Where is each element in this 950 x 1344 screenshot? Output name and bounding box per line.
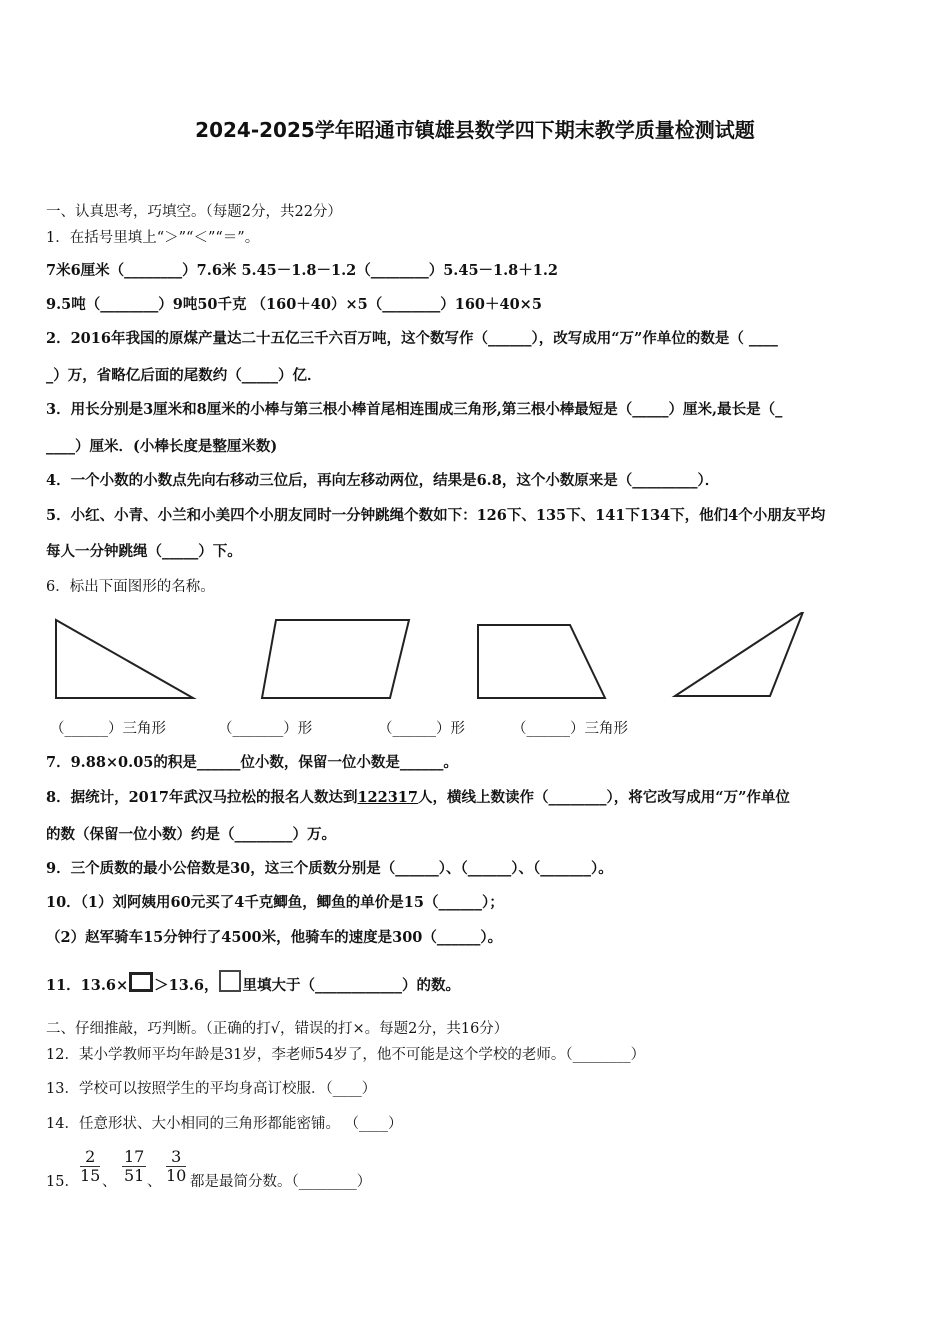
question-4: 4．一个小数的小数点先向右移动三位后，再向左移动两位，结果是6.8，这个小数原来是（_________）． [46, 472, 720, 489]
page-title: 2024-2025学年昭通市镇雄县数学四下期末教学质量检测试题 [195, 118, 755, 142]
q11-text-post: 里填大于（____________）的数。 [242, 977, 460, 994]
q8-text-post: 人，横线上数读作（________），将它改写成用“万”作单位 [418, 789, 790, 806]
question-15-suffix: 都是最简分数。（________） [190, 1174, 372, 1190]
question-8-line-b: 的数（保留一位小数）约是（________）万。 [46, 826, 336, 843]
q8-number: 122317 [357, 789, 418, 806]
fraction-1-denominator: 15 [80, 1166, 101, 1185]
question-5-line-a: 5．小红、小青、小兰和小美四个小朋友同时一分钟跳绳个数如下：126下、135下、141下134下，他们4个小朋友平均 [46, 507, 826, 524]
fraction-3-denominator: 10 [166, 1166, 187, 1185]
q15-separator-1: 、 [102, 1174, 117, 1190]
obtuse-triangle-figure [675, 612, 803, 696]
parallelogram-figure [262, 620, 409, 698]
q15-separator-2: 、 [147, 1174, 162, 1190]
section-1-heading: 一、认真思考，巧填空。（每题2分，共22分） [46, 204, 342, 220]
question-10-line-a: 10．（1）刘阿姨用60元买了4千克鲫鱼，鲫鱼的单价是15（______）； [46, 894, 504, 911]
question-1: 1．在括号里填上“＞”“＜”“＝”。 [46, 230, 260, 246]
question-5-line-b: 每人一分钟跳绳（_____）下。 [46, 543, 242, 560]
question-9: 9．三个质数的最小公倍数是30，这三个质数分别是（______）、（______）、（_______）。 [46, 860, 613, 877]
fraction-2-numerator: 17 [124, 1147, 145, 1166]
square-box-thin-icon [219, 970, 241, 992]
q6-label-2: （_______）形 [218, 721, 313, 737]
question-8-line-a [46, 789, 790, 807]
fraction-1 [80, 1148, 100, 1185]
q6-label-1: （______）三角形 [50, 721, 166, 737]
right-triangle-figure [56, 620, 193, 698]
fraction-2-denominator: 51 [124, 1166, 145, 1185]
question-7: 7．9.88×0.05的积是______位小数，保留一位小数是______。 [46, 754, 458, 771]
q6-figures [46, 612, 816, 704]
fraction-2 [122, 1148, 146, 1185]
question-3-line-b: ____）厘米．(小棒长度是整厘米数) [46, 438, 278, 455]
question-12: 12．某小学教师平均年龄是31岁，李老师54岁了，他不可能是这个学校的老师。（________） [46, 1047, 646, 1063]
section-2-heading: 二、仔细推敲，巧判断。（正确的打√，错误的打×。每题2分，共16分） [46, 1021, 509, 1037]
question-14: 14．任意形状、大小相同的三角形都能密铺。 （____） [46, 1116, 403, 1132]
q6-label-4: （______）三角形 [512, 721, 628, 737]
question-11 [46, 970, 460, 995]
question-1-line-a: 7米6厘米（________）7.6米 5.45－1.8－1.2（________）5.45－1.8＋1.2 [46, 262, 558, 279]
q8-text-pre: 8．据统计，2017年武汉马拉松的报名人数达到 [46, 789, 358, 806]
question-1-line-b: 9.5吨（________）9吨50千克 （160＋40）×5（________）160＋40×5 [46, 296, 542, 313]
question-6: 6．标出下面图形的名称。 [46, 579, 215, 595]
fraction-3-numerator: 3 [166, 1148, 186, 1167]
question-2-line-a: 2．2016年我国的原煤产量达二十五亿三千六百万吨，这个数写作（______），改写成用“万”作单位的数是（ ____ [46, 330, 778, 347]
question-13: 13．学校可以按照学生的平均身高订校服．（____） [46, 1081, 377, 1097]
fraction-3 [166, 1148, 186, 1185]
square-box-icon [129, 972, 153, 992]
fraction-1-numerator: 2 [80, 1148, 100, 1167]
question-15-prefix: 15． [46, 1174, 79, 1190]
q11-text-pre: 11．13.6× [46, 977, 129, 994]
question-10-line-b: （2）赵军骑车15分钟行了4500米，他骑车的速度是300（______）。 [46, 929, 503, 946]
q6-label-3: （______）形 [378, 721, 465, 737]
trapezoid-figure [478, 625, 605, 698]
question-2-line-b: _）万，省略亿后面的尾数约（_____）亿． [46, 367, 322, 384]
q11-text-mid: ＞13.6， [154, 977, 219, 994]
question-3-line-a: 3．用长分别是3厘米和8厘米的小棒与第三根小棒首尾相连围成三角形,第三根小棒最短是（_____）厘米,最长是（_ [46, 401, 783, 418]
